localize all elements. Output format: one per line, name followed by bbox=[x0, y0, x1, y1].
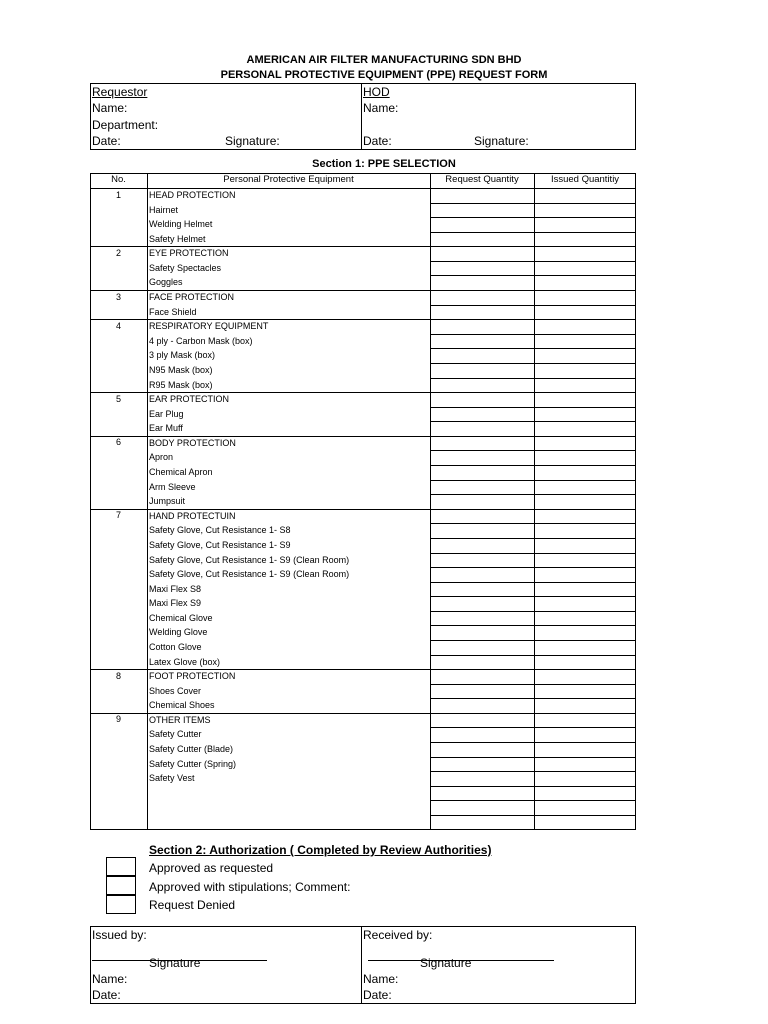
item-label: Welding Helmet bbox=[149, 219, 213, 230]
issued-signature-label: Signature bbox=[149, 956, 201, 970]
issue-receive-divider bbox=[361, 926, 362, 1004]
item-label: 4 ply - Carbon Mask (box) bbox=[149, 335, 253, 346]
received-name-label: Name: bbox=[363, 972, 399, 986]
qty-row-line bbox=[430, 261, 636, 262]
qty-row-line bbox=[430, 407, 636, 408]
denied-checkbox[interactable] bbox=[106, 895, 136, 914]
group-separator bbox=[90, 246, 636, 247]
item-label: 3 ply Mask (box) bbox=[149, 350, 216, 361]
company-name: AMERICAN AIR FILTER MANUFACTURING SDN BHD bbox=[246, 54, 522, 66]
qty-row-line bbox=[430, 611, 636, 612]
requestor-department-label: Department: bbox=[92, 118, 159, 132]
item-label: Safety Cutter (Spring) bbox=[149, 758, 237, 769]
item-label: Safety Glove, Cut Resistance 1- S9 bbox=[149, 539, 291, 550]
col-issued-qty-header: Issued Quantitiy bbox=[550, 174, 620, 185]
qty-row-line bbox=[430, 800, 636, 801]
requestor-signature-label: Signature: bbox=[225, 134, 280, 148]
issued-date-label: Date: bbox=[92, 988, 121, 1002]
qty-row-line bbox=[430, 655, 636, 656]
section1-title: Section 1: PPE SELECTION bbox=[312, 158, 456, 170]
qty-row-line bbox=[430, 538, 636, 539]
requestor-hod-divider bbox=[361, 83, 362, 150]
qty-row-line bbox=[430, 275, 636, 276]
qty-row-line bbox=[430, 217, 636, 218]
item-label: Ear Plug bbox=[149, 408, 184, 419]
stipulations-checkbox[interactable] bbox=[106, 876, 136, 895]
item-label: Apron bbox=[149, 452, 174, 463]
item-label: Safety Spectacles bbox=[149, 262, 222, 273]
qty-row-line bbox=[430, 421, 636, 422]
hod-heading: HOD bbox=[363, 85, 390, 99]
qty-row-line bbox=[430, 348, 636, 349]
hod-signature-label: Signature: bbox=[474, 134, 529, 148]
section2-title: Section 2: Authorization ( Completed by Review Authorities) bbox=[149, 843, 492, 857]
requestor-heading: Requestor bbox=[92, 85, 148, 99]
item-label: Face Shield bbox=[149, 306, 197, 317]
issued-name-label: Name: bbox=[92, 972, 128, 986]
item-label: Safety Helmet bbox=[149, 233, 206, 244]
column-divider bbox=[430, 173, 431, 830]
group-number: 9 bbox=[115, 714, 121, 725]
group-number: 3 bbox=[115, 291, 121, 302]
qty-row-line bbox=[430, 727, 636, 728]
requestor-date-label: Date: bbox=[92, 134, 121, 148]
form-title: PERSONAL PROTECTIVE EQUIPMENT (PPE) REQUEST FORM bbox=[220, 69, 548, 81]
qty-row-line bbox=[430, 450, 636, 451]
column-divider bbox=[147, 173, 148, 830]
category-label: EYE PROTECTION bbox=[149, 248, 229, 259]
group-separator bbox=[90, 669, 636, 670]
group-separator bbox=[90, 713, 636, 714]
item-label: Safety Vest bbox=[149, 773, 195, 784]
issued-by-label: Issued by: bbox=[92, 928, 147, 942]
group-number: 4 bbox=[115, 320, 121, 331]
category-label: OTHER ITEMS bbox=[149, 714, 211, 725]
approved-checkbox[interactable] bbox=[106, 857, 136, 876]
item-label: Shoes Cover bbox=[149, 685, 202, 696]
approved-label: Approved as requested bbox=[149, 861, 274, 875]
received-signature-label: Signature bbox=[420, 956, 472, 970]
item-label: Cotton Glove bbox=[149, 641, 202, 652]
item-label: Hairnet bbox=[149, 204, 179, 215]
qty-row-line bbox=[430, 640, 636, 641]
qty-row-line bbox=[430, 480, 636, 481]
group-separator bbox=[90, 290, 636, 291]
header-bottom-line bbox=[90, 188, 636, 189]
column-divider bbox=[534, 173, 535, 830]
qty-row-line bbox=[430, 334, 636, 335]
item-label: Jumpsuit bbox=[149, 496, 186, 507]
col-request-qty-header: Request Quantity bbox=[445, 174, 519, 185]
qty-row-line bbox=[430, 596, 636, 597]
item-label: Safety Glove, Cut Resistance 1- S8 bbox=[149, 525, 291, 536]
qty-row-line bbox=[430, 553, 636, 554]
qty-row-line bbox=[430, 786, 636, 787]
group-number: 7 bbox=[115, 510, 121, 521]
hod-name-label: Name: bbox=[363, 101, 399, 115]
item-label: N95 Mask (box) bbox=[149, 364, 213, 375]
col-no-header: No. bbox=[111, 174, 126, 185]
received-by-label: Received by: bbox=[363, 928, 433, 942]
qty-row-line bbox=[430, 363, 636, 364]
item-label: Ear Muff bbox=[149, 423, 183, 434]
item-label: Safety Cutter (Blade) bbox=[149, 744, 234, 755]
category-label: FACE PROTECTION bbox=[149, 292, 235, 303]
requestor-name-label: Name: bbox=[92, 101, 128, 115]
group-separator bbox=[90, 392, 636, 393]
qty-row-line bbox=[430, 771, 636, 772]
qty-row-line bbox=[430, 567, 636, 568]
item-label: Maxi Flex S9 bbox=[149, 598, 202, 609]
col-equipment-header: Personal Protective Equipment bbox=[223, 174, 354, 185]
qty-row-line bbox=[430, 698, 636, 699]
qty-row-line bbox=[430, 232, 636, 233]
qty-row-line bbox=[430, 625, 636, 626]
item-label: Arm Sleeve bbox=[149, 481, 196, 492]
item-label: Chemical Glove bbox=[149, 612, 213, 623]
item-label: Maxi Flex S8 bbox=[149, 583, 202, 594]
denied-label: Request Denied bbox=[149, 898, 236, 912]
group-separator bbox=[90, 436, 636, 437]
qty-row-line bbox=[430, 523, 636, 524]
group-number: 1 bbox=[115, 189, 121, 200]
received-date-label: Date: bbox=[363, 988, 392, 1002]
qty-row-line bbox=[430, 684, 636, 685]
group-number: 5 bbox=[115, 393, 121, 404]
item-label: Safety Glove, Cut Resistance 1- S9 (Clean Room) bbox=[149, 554, 350, 565]
category-label: HAND PROTECTUIN bbox=[149, 510, 236, 521]
qty-row-line bbox=[430, 815, 636, 816]
category-label: EAR PROTECTION bbox=[149, 394, 230, 405]
qty-row-line bbox=[430, 305, 636, 306]
qty-row-line bbox=[430, 742, 636, 743]
stipulations-label: Approved with stipulations; Comment: bbox=[149, 880, 351, 894]
item-label: R95 Mask (box) bbox=[149, 379, 213, 390]
group-separator bbox=[90, 319, 636, 320]
item-label: Latex Glove (box) bbox=[149, 656, 221, 667]
item-label: Chemical Shoes bbox=[149, 700, 215, 711]
group-number: 8 bbox=[115, 670, 121, 681]
item-label: Safety Glove, Cut Resistance 1- S9 (Clean Room) bbox=[149, 569, 350, 580]
qty-row-line bbox=[430, 465, 636, 466]
category-label: HEAD PROTECTION bbox=[149, 190, 236, 200]
item-label: Safety Cutter bbox=[149, 729, 202, 740]
qty-row-line bbox=[430, 757, 636, 758]
category-label: RESPIRATORY EQUIPMENT bbox=[149, 321, 269, 332]
item-label: Goggles bbox=[149, 277, 183, 288]
qty-row-line bbox=[430, 582, 636, 583]
category-label: BODY PROTECTION bbox=[149, 437, 236, 448]
group-number: 2 bbox=[115, 247, 121, 258]
item-label: Welding Glove bbox=[149, 627, 208, 638]
category-label: FOOT PROTECTION bbox=[149, 671, 236, 682]
qty-row-line bbox=[430, 494, 636, 495]
group-number: 6 bbox=[115, 437, 121, 448]
qty-row-line bbox=[430, 378, 636, 379]
ppe-table bbox=[90, 173, 636, 830]
qty-row-line bbox=[430, 203, 636, 204]
item-label: Chemical Apron bbox=[149, 467, 213, 478]
hod-date-label: Date: bbox=[363, 134, 392, 148]
